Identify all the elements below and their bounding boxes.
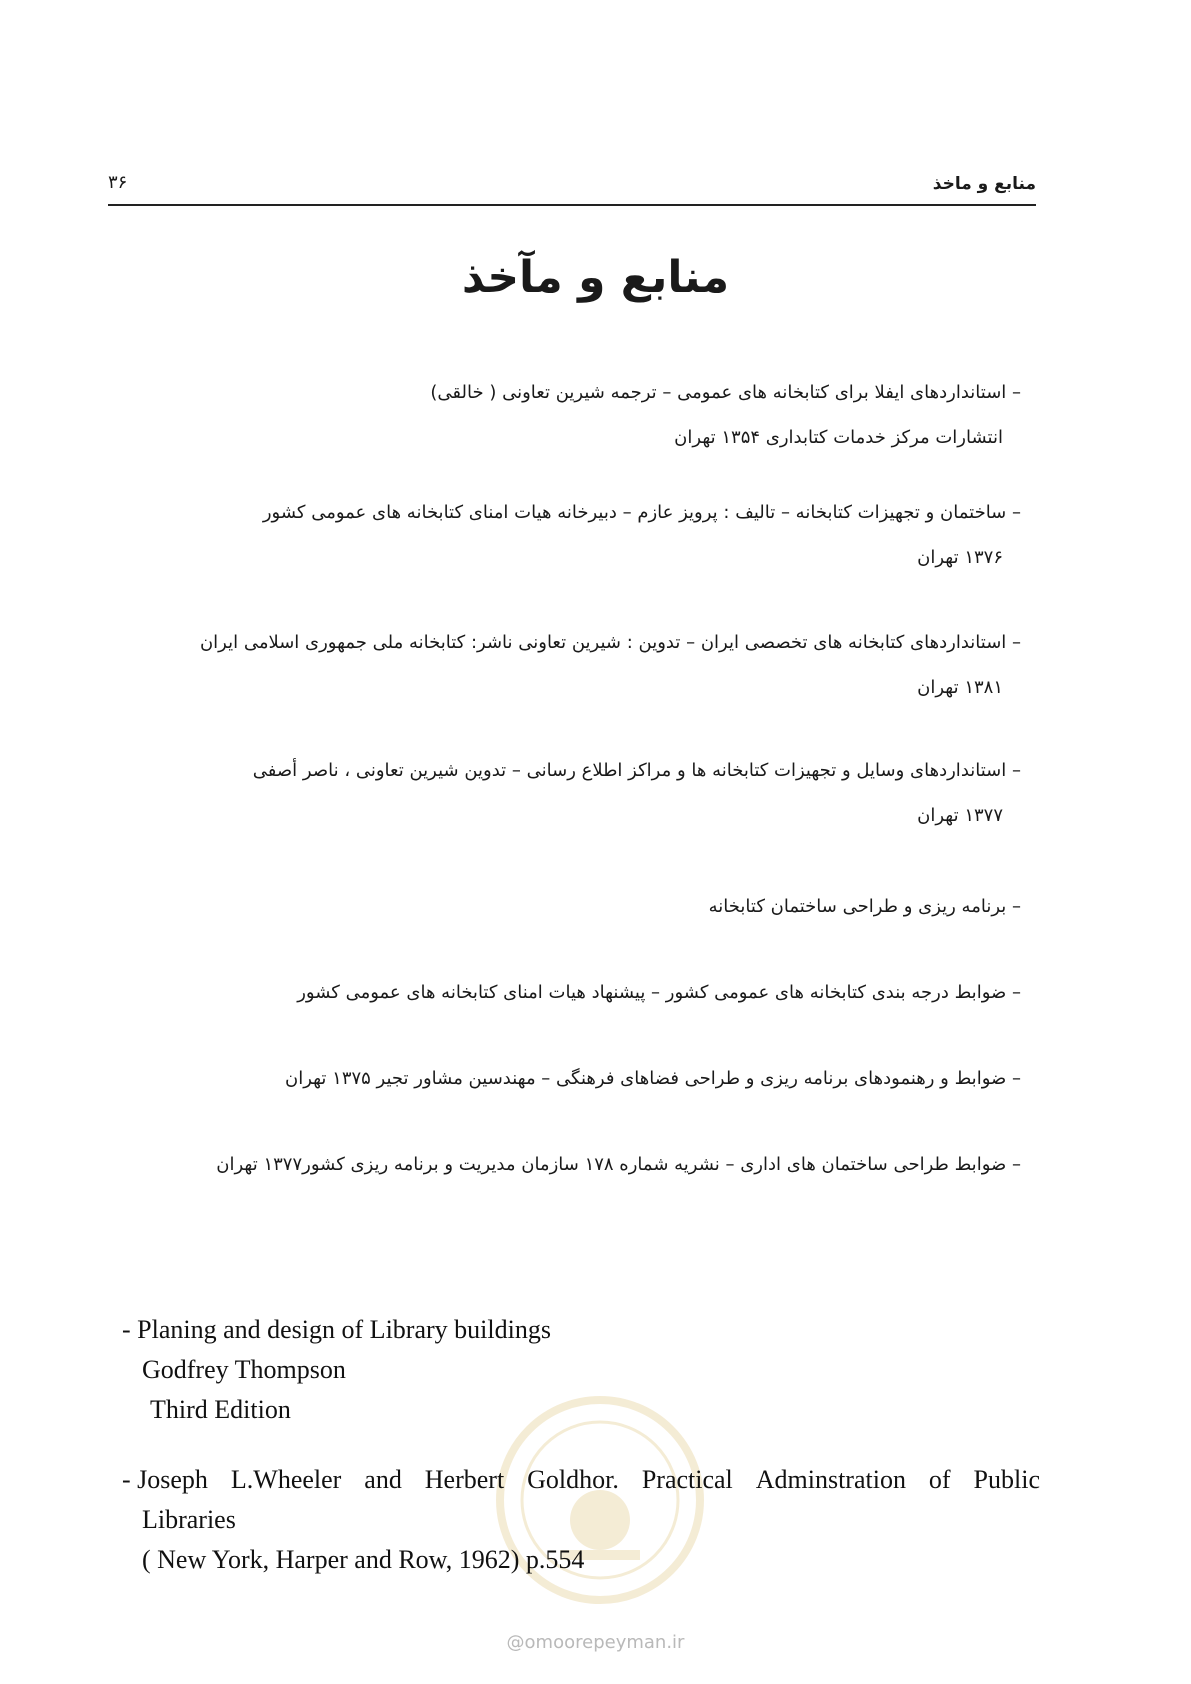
reference-line: ۱۳۸۱ تهران	[917, 677, 1003, 698]
reference-item	[122, 1310, 1042, 1430]
reference-line: Third Edition	[150, 1395, 291, 1424]
page-header	[108, 168, 1036, 206]
reference-line: ۱۳۷۶ تهران	[917, 547, 1003, 568]
reference-line: – ضوابط درجه بندی کتابخانه های عمومی کشور – پیشنهاد هیات امنای کتابخانه های عمومی کشور	[297, 982, 1021, 1003]
reference-line: – استانداردهای وسایل و تجهیزات کتابخانه ها و مراکز اطلاع رسانی – تدوین شیرین تعاونی ، ناصر أصفی	[252, 760, 1021, 781]
running-title: منابع و ماخذ	[932, 174, 1036, 194]
reference-word: Adminstration	[755, 1465, 906, 1494]
reference-item	[101, 620, 1021, 710]
reference-item	[101, 490, 1021, 580]
reference-line: – برنامه ریزی و طراحی ساختمان کتابخانه	[708, 896, 1021, 917]
reference-line: – ساختمان و تجهیزات کتابخانه – تالیف : پرویز عازم – دبیرخانه هیات امنای کتابخانه های عمومی کشور	[262, 502, 1021, 523]
english-references	[122, 1310, 1042, 1580]
reference-item	[101, 1142, 1021, 1187]
reference-item	[101, 1056, 1021, 1101]
reference-word: Goldhor.	[527, 1465, 619, 1494]
reference-item	[122, 1460, 1042, 1580]
reference-word: Practical	[641, 1465, 733, 1494]
reference-item	[101, 884, 1021, 929]
reference-line: انتشارات مرکز خدمات کتابداری ۱۳۵۴ تهران	[674, 427, 1003, 448]
reference-line: – ضوابط و رهنمودهای برنامه ریزی و طراحی فضاهای فرهنگی – مهندسین مشاور تجیر ۱۳۷۵ تهران	[284, 1068, 1021, 1089]
reference-line: Libraries	[142, 1505, 236, 1534]
page-title: منابع و مآخذ	[461, 252, 730, 303]
reference-item	[101, 370, 1021, 460]
reference-word: L.Wheeler	[230, 1465, 342, 1494]
reference-word: and	[364, 1465, 402, 1494]
reference-line: – ضوابط طراحی ساختمان های اداری – نشریه شماره ۱۷۸ سازمان مدیریت و برنامه ریزی کشور۱۳۷۷ تهران	[216, 1154, 1021, 1175]
reference-word: of	[928, 1465, 951, 1494]
reference-word: Herbert	[424, 1465, 505, 1494]
reference-line: Godfrey Thompson	[142, 1355, 346, 1384]
reference-line: ۱۳۷۷ تهران	[917, 805, 1003, 826]
reference-word: Public	[973, 1465, 1040, 1494]
reference-line: – استانداردهای کتابخانه های تخصصی ایران – تدوین : شیرین تعاونی ناشر: کتابخانه ملی جمهوری اسلامی ایران	[199, 632, 1021, 653]
reference-line	[122, 1460, 1040, 1500]
reference-item	[101, 970, 1021, 1015]
reference-line: - Planing and design of Library buildings	[122, 1315, 551, 1344]
footer-watermark: @omoorepeyman.ir	[506, 1632, 685, 1653]
page-number: ۳۶	[108, 172, 128, 193]
reference-line: ( New York, Harper and Row, 1962) p.554	[142, 1545, 585, 1574]
reference-word: - Joseph	[122, 1465, 208, 1494]
reference-item	[101, 748, 1021, 838]
reference-line: – استانداردهای ایفلا برای کتابخانه های عمومی – ترجمه شیرین تعاونی ( خالقی)	[430, 382, 1021, 403]
